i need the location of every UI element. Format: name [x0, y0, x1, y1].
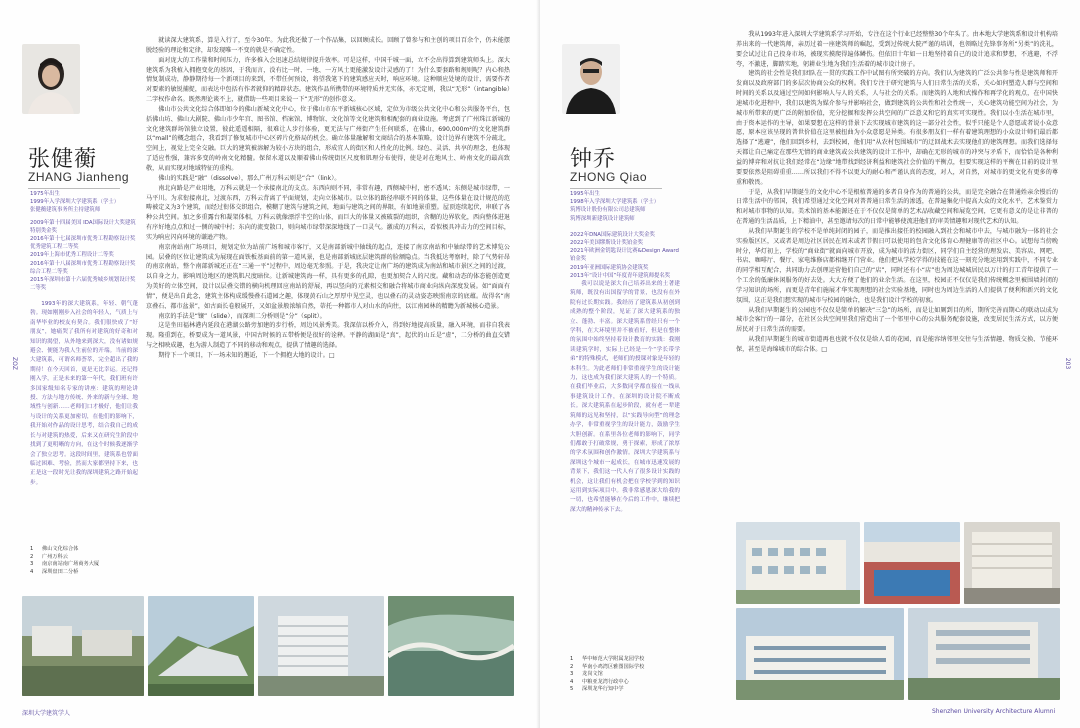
photo-image	[736, 608, 904, 700]
photo-image	[22, 596, 144, 696]
caption-row: 4 中粮亚龙湾行政中心	[570, 678, 629, 685]
bio-line: 1995年出生	[570, 191, 600, 197]
paragraph: 南北向路是产业用地，万科云就是一个承接南北的支点。东西向则不同，非常有趣，西侧城中村，密不透风；东侧是城市绿带，一马平川。为求衔接南北，过渡东西，万科云背离了平面规划，走向立体城市。以立体的路径串联不同的体量，这些体量在设计规范的范畴被定义为3个建筑，而经过衔体交织组合，模糊了建筑与建筑之间，地面与建筑之间的界限，有如地景重塑。屋顶连续起伏，串联了各种公共空间。加之多重露台和凝架体相，万科云就像漂浮半空的山体，而巨大的体量又被破裂的组织，含糊的边界软化，西向整体进退有序好地点点和过一侧的城中村；东向的流变散口，则向城市绿带深深地线了一口灵气。激成的万科云，看似极具冲击力的空间目标，实为响应闪向环境的谦逊产物。	[146, 184, 510, 241]
author-name-cn: 张健蘅	[28, 147, 98, 172]
photo-vanke-cloud	[148, 596, 254, 696]
photo-captions	[30, 546, 140, 576]
caption-row: 4 深圳盘田二分桥	[30, 568, 79, 575]
author-name-en: ZHONG Qiao	[570, 170, 648, 184]
bio-line: 筑博深圳新建筑设计建筑师	[570, 215, 635, 222]
awards-group	[570, 231, 682, 280]
bio-line: 1998年入学深圳大学建筑系（学士）	[570, 199, 660, 206]
photo-school-1	[736, 522, 860, 604]
paragraph: 从我们早期诞生的公园也不仅仅是简单的解决“三急”的场所，而是让如厕到目的所，期所完善而期心的联动以成为城市会客厅的一部分，在社区公共空间里我们营造出了一个邻里中心的公共服务配套设施，改变居民生活方式，以方便居民对于日常生活的需要。	[736, 306, 1058, 334]
paragraph: 期待下一个项目，下一场未知的邂逅，下一个拥抱大地的设计。□	[158, 352, 335, 359]
bio-line: 张健蘅建筑事务所主持建筑师	[30, 207, 101, 214]
award-line: 2019年亚洲国际建筑协会建筑奖	[570, 264, 649, 271]
photo-image	[736, 522, 860, 604]
page-number: 203	[1064, 357, 1072, 370]
paragraph: 我从1993年进入深圳大学建筑系学习开始，专注在这个行业已经整整30个年头了。由本地大学建筑系和设计机构培养出来的一代建筑师，亲历过着一座建筑师的崛起，受到过传统大院严谨的培训，也领略过先锋事务所“另类”的洗礼，要会试过让自己投身市场，被现实摸爬得遍体鳞伤。但依旧十年如一日地坚持着自己的设计追求和梦想，不逃避，不浮夸，不激进，脚踏实地，躬耕业生地为我们生活着的城市设计房子。	[736, 31, 1058, 68]
award-line: 2021年欧洲金钥匙设计比赛&Design Award 铂金奖	[570, 248, 679, 263]
award-line: 2013年“设计中国”年度青年建筑师提名奖	[570, 272, 671, 279]
award-line: 2009年第十四届美国 IDA国际设计大奖建筑特别类金奖	[30, 219, 136, 234]
author-info	[570, 190, 682, 284]
paragraph: 就读深大建筑系，算是入行了，至今30年。为此我还做了一个作品集，以回顾成长。回顾了曾参与和主创的项目百余个，仍未能摆脱经验的理论和定律，却发现唯一不变的就是不确定性。	[146, 37, 510, 54]
photo-cultural-hall	[964, 522, 1060, 604]
page-number: ZOZ	[10, 357, 18, 370]
author-name-en: ZHANG Jianheng	[28, 170, 130, 184]
paragraph: 于是，从我们早期诞生的文化中心不是根植普通的多者自身作为的普通的公共，而是完全融合在普通姓亲余慢后的日常生活中的邻国，我们希望通过文化空间对普普通日常生活的渗透，在普遍集化中提高大众的文化水平，艺术鉴赏力和对城市事物的认知。美术馆的基本能源还在于不仅仅是简单的艺术品收藏空间和展览空间，它更有意义的是让非普的在普通的生活品质，上下精油中，甚至邀请每次的日常中能够使流进他们的审美情趣和对现代艺术的认知。	[736, 188, 1058, 226]
caption-row: 1 华中师范大学附属龙园学校	[570, 656, 645, 662]
paragraph: 建筑的社会性是我们团队在一贯的实践工作中试图有所突破的方向。我们认为建筑的广泛公共参与性是建筑师和开发商以及政府部门的多层次协商公众的权利。我们专注于研究建筑与人们日常生活的关系，关心如何塑造人群与空间和时间的关系以及通过空间如何影响人与人的关系，人与社会的关系。而建筑的人地和式操作和再学化的观点，在中国快速城市化进程中，我们以建筑为媒介参与并影响社会，做到建筑的公共性和社会性统一，关心建筑功能空间为社会，为城市所带来的更广泛的附加价值，充分挖掘和发挥公共空间的广泛意义和它的真实可实现性。我们以小生活在城市里，由于资本运作的主导，如果要想在这样的背景下去实现城市建筑的这一部分社会性，似乎只能是个人意愿或者说小众意愿，原本应该呈现的普世价值在这里被扭曲为小众意愿是异类。有很多朋友们一样有着建筑理想的小众设计师们最后都选择了“逃避”，他们回到乡村，去到校园，他们用“从农村包围城市”的迂回战术去实现他们的建筑理想。而我们选择每天都让自己痛定在那些无情的商业建筑或公共建筑的设计工作中，却确在无形的城市的冲突与矛盾下，而恰恰是各种利益的博弈和对抗让我们经常在“边缘”地带找到经济利益和建筑社会价值的平衡点，但要实现这样的平衡在目前的设计里要要依然是阻碍重重……所以我们不得不以更大的耐心和严谨认真的态度，对人，对自然，对城市的更文化有更多的尊重和敬畏。	[736, 70, 1058, 186]
paragraph: 佛山市公共文化综合体即如今的佛山新城文化中心，位于佛山市东平新城核心区域，定位为市级公共文化中心和公共服务平台，包括佛山坊、佛山大剧院、佛山市少年宫、图书馆、档案馆、博物馆、文化馆等文化建筑和相配套的商业设施。考虑到了广州珠江新城的文化建筑群场馆独立设置，彼此遥遥相隔，很难让人步行体验，更无法与广州街产生任何联系，在佛山，690,000m²的文化建筑群以“mall”的概念组合，我看到了修复城市中心区碎片化格局的机会。确立体量融解和文商结合的基本策略，设计边界有建筑不分疏北，空间上，视觉上完全交融。巨大的建筑被溶解为较小方块的组合，形成宜人的街区和人性化的比例。绿色、灵活、共享的理念，也体现了适应性强，兼容多变的岭南文化精髓。保留水道以及顺着佛山传统街区尺度和肌理分布使得，使是对在地风土、岭南文化的最高致敬，从而实现对地域特征的重构。	[146, 105, 510, 172]
photo-image	[258, 596, 384, 696]
caption-row: 2 华南小鸡湾区雅图国际学校	[570, 663, 645, 670]
paragraph: 面对庞大的工作量和时间压力，许多推入会迅速总结规律提升效率。可是这样，中国千城一面，立不会出得算到建筑师头上。深大建筑系为我植入拥抱变化的基因，于我而言，没有比一时、一地、一方风土更能激发设计灵感的了！为什么要套路和规则呢？内心和热情复制成功，静静期待每一个新项目的来到，不带任何预设，将望我笔下的建筑感应天时，响应环境。这种顺应处境的设计，需要作者对要素的敏锐捕捉，而表达中包括有作者就仰的精辟状态。建筑作品所携带的环境特质并无实体，亦无定则，我以“无形”（intangible）二字权作命名。既然理论谈不上，就借助一些项目来说一下“无形”的创作意义。	[146, 56, 510, 104]
side-essay	[30, 300, 138, 532]
author-name-cn: 钟乔	[570, 147, 617, 172]
author-info	[30, 190, 140, 296]
photo-image	[148, 596, 254, 696]
side-essay-text: 1993年的深大建筑系，年轻、朝气蓬勃。现如刚刚步入社会的年轻人，气质上与南华毕业的校友有契合。我们很快成了“好朋友”，她痛哭了我所有对建筑的好奇和对知识的渴望，从外地来到深大，没有诸如规避会、便能为我人生前位的开端。当前的深大建筑系，可谓名师荟萃，完全超出了我的期待！在今天回首，更是无比幸运。还记得刚入学，正是未来的第一年代，我们班有许多国家级知名专家的讲座：建筑的理论讲授、方法与地方传统、外来的新与全球、地域性与创新……老师们口才极好，他们让我与设计的关系更加密切，在他们的影响下，我开始对作品的设计思考，结合我自己的成长与对建筑的热爱，后来又在研究生阶段中找到了更明晰的方向，在这个时候我逐渐学会了独立思考。这段时间里，建筑系也曾面临过困难、考验，然而大家都坚持下来，也正是这一段时光让我的深圳建筑之路开始起步。	[30, 301, 138, 486]
divider	[28, 188, 120, 189]
portrait-zhong	[562, 44, 620, 114]
paragraph: 南京的手法是“镶”（slide），而深圳二分桥则是“分”（split）。	[158, 312, 326, 320]
portrait-zhang	[22, 44, 80, 114]
caption-row: 2 广州万科云	[30, 553, 68, 560]
photo-middle-school	[908, 608, 1060, 700]
caption-row: 3 南京南站南广场商务大厦	[30, 561, 100, 568]
awards-group	[30, 219, 140, 293]
award-line: 2022年美国缪斯设计奖铂金奖	[570, 240, 644, 247]
caption-row: 1 佛山文化综合体	[30, 546, 79, 552]
award-line: 2016年第十七届深圳市优秀工程勘察设计奖优秀建筑工程二等奖	[30, 236, 136, 251]
paragraph: 南京南站南广场项目，规划定位为站前广场和城市客厅，又是南部新城中轴线的起点，连接了南京南站和中轴绿带的艺术博览公园。层叠的区位让建筑成为展现在面铁板基面前的第一道风景，也是南部新城底层建筑群的脸额隐点。当我抵达考察时，除了气势轩昂的南京南站，整个南部新城还正在“三通一平”过程中，周边毫无参照。于是，我决定让南广场的建筑成为南站和城市景区之间的过渡，以自身之力，影响周边地区的建筑肌尺度暗位。让新城建筑海一样，具有更多的孔隙，也更加契合人的尺度。藏和动态的体态能创造更为美好的立体空间，设计以层叠交错的横向机理回应南站的舒展，再以竖向的元素相交和融合将城市商业向纵向深度发展。如“面面有情”，便是出自此念，建筑主体构成缓慢叠石道园之趣，体现黄石山之厚厚中见空灵，也以叠石的灵动姿态映照南京的底蕴。故得名“南京叠石、都市盆景”，如古面长卷般展开，又如盆景般浓缩自然，蒂托一种都市人对山水的向往，以江南园林的精瞻为新城核心造景。	[146, 243, 510, 310]
paragraph: 从我们早期诞生的城市街道再也也就不仅仅是给人看的花园，而是能容纳邻里交往与生活情趣、物质交换、节能环保，甚至是海绵城市的综合体。□	[736, 336, 1058, 353]
right-page	[540, 0, 1080, 728]
photo-captions	[570, 656, 682, 694]
photo-image	[388, 596, 514, 696]
paragraph: 从我们早期诞生的学校不是单纯封闭的园子，而是推出接任的校园融入到社会和城市中去，与城市融为一体的社会实验版区区，又或者是周边社区居民在周末或者节假日可以使用的包含文化体育心理健康等的社区中心。试想每当傍晚时分，华灯初上，学校的“商业街”就面向城市开放，成为城市的活力街区，同学们自主经营的理发店、美容店、网吧、书店、咖啡厅、餐厅、家电维修店都相继开门营业。他们把从学校学得的技能在这一刻充分地运用到实践中，不同专业的同学相互配合，共同助力去创理运营他们自己的“店”，同时还有小“店”也为周边城城居民以万计的打工青年提供了一个工余的低廉休闲服务的好去处。大大方便了他们的业余生活。在这里，校园正不仅仅是我们传统概念里被围墙封闭的学习知识的场所，而更是青年们施展才华实现理想的社会实验基地，同时也为周边生活的人们提供了便利和新兴的文化氛围，这正是我们想实现的城市与校园的融合，也是我们设计学校的初衷。	[736, 227, 1058, 304]
caption-row: 3 龙岗文馆	[570, 671, 603, 678]
photo-image	[964, 522, 1060, 604]
main-text	[146, 36, 510, 588]
bio-line: 1975年出生	[30, 191, 60, 197]
award-line: 2022年DNA国际建筑设计大奖金奖	[570, 231, 655, 238]
side-essay	[570, 280, 680, 590]
portrait-photo	[562, 44, 620, 114]
bio-group	[30, 190, 140, 215]
footer-text: 深圳大学建筑学人	[22, 710, 71, 717]
photo-admin-center	[736, 608, 904, 700]
award-line: 2019年上海市优秀工程设计二等奖	[30, 252, 114, 259]
divider	[570, 188, 662, 189]
award-line: 2015年深圳市第十六届优秀城乡规划设计奖二等奖	[30, 277, 136, 292]
footer-text: Shenzhen University Architecture Alumni	[932, 708, 1056, 715]
caption-row: 5 深圳龙华行知中学	[570, 686, 624, 693]
photo-school-2	[864, 522, 960, 604]
photo-image	[908, 608, 1060, 700]
photo-foshan	[22, 596, 144, 696]
paragraph: 这是坐田福林港内延段在港湖公路旁加建的步行桥，周边风景秀美。我深信以桥介入，得到好地提高质量，融入环境，而非自我表现。隆重到在，桥要成为一道风景，中国古时候的五带桥便是很好的诠释。平静的湖面是“真”，起伏的山丘是“虚”，二分桥的曲直交错与之相映成趣，也为游人制造了不同的移动和观点，提供了情趣的选择。	[146, 322, 510, 350]
bio-line: 1999年入学深圳大学建筑系（学士）	[30, 199, 120, 206]
portrait-photo	[22, 44, 80, 114]
photo-nanjing-south	[258, 596, 384, 696]
award-line: 2016年第十八届深圳市优秀工程勘察设计奖综合工程二等奖	[30, 260, 136, 275]
side-essay-text: 我可以说是深大自己培养出来的土著建筑师，既没有出国留学的背景，也没有在外院有过长期实践。我经历了建筑系从初创到成熟的整个阶段，见证了深大建筑系的独立、蓬勃、丰富。深大建筑系曾经只有一个学科，在大环境里并不被看好，但是在整体的氛围中始终坚持着设计教育的实践：我刚读建筑学时，实际上已经是一个“学长带学弟”的特殊模式，老师们的授课对象是年轻的本科生。为此老师们非常重视学生的设计能力，这也成为我们深大建筑人的一个特质。在我们毕业后，大多数同学都直接在一线从事建筑设计工作，在深圳的设计院不断成长。深大建筑系在起步阶段，就有老一辈建筑师的远见和坚持，以“实践导向型”的理念办学，非常重视学生的设计能力，鼓励学生大胆创新。在系里各位老师的影响下，同学们都敢于打破常规，勇于探索，形成了浓厚的学术氛围和创作激情。深圳大学建筑系与深圳这个城市一起成长，在城市迅速发展的背景下，我们这一代人有了很多设计实践的机会，这让我们有机会把在学校学到的知识运用到实际项目中。我非常感恩深大给我的一切，也希望能够在今后的工作中，继续把深大的精神传承下去。	[570, 281, 680, 513]
bio-group	[570, 190, 682, 223]
photo-bridge	[388, 596, 514, 696]
main-text	[736, 30, 1058, 506]
bio-line: 筑博设计股份有限公司总建筑师	[570, 207, 646, 214]
photo-image	[864, 522, 960, 604]
paragraph: 佛山的实践是“融”（dissolve），那么广州万科云则是“合”（link）。	[158, 174, 341, 182]
